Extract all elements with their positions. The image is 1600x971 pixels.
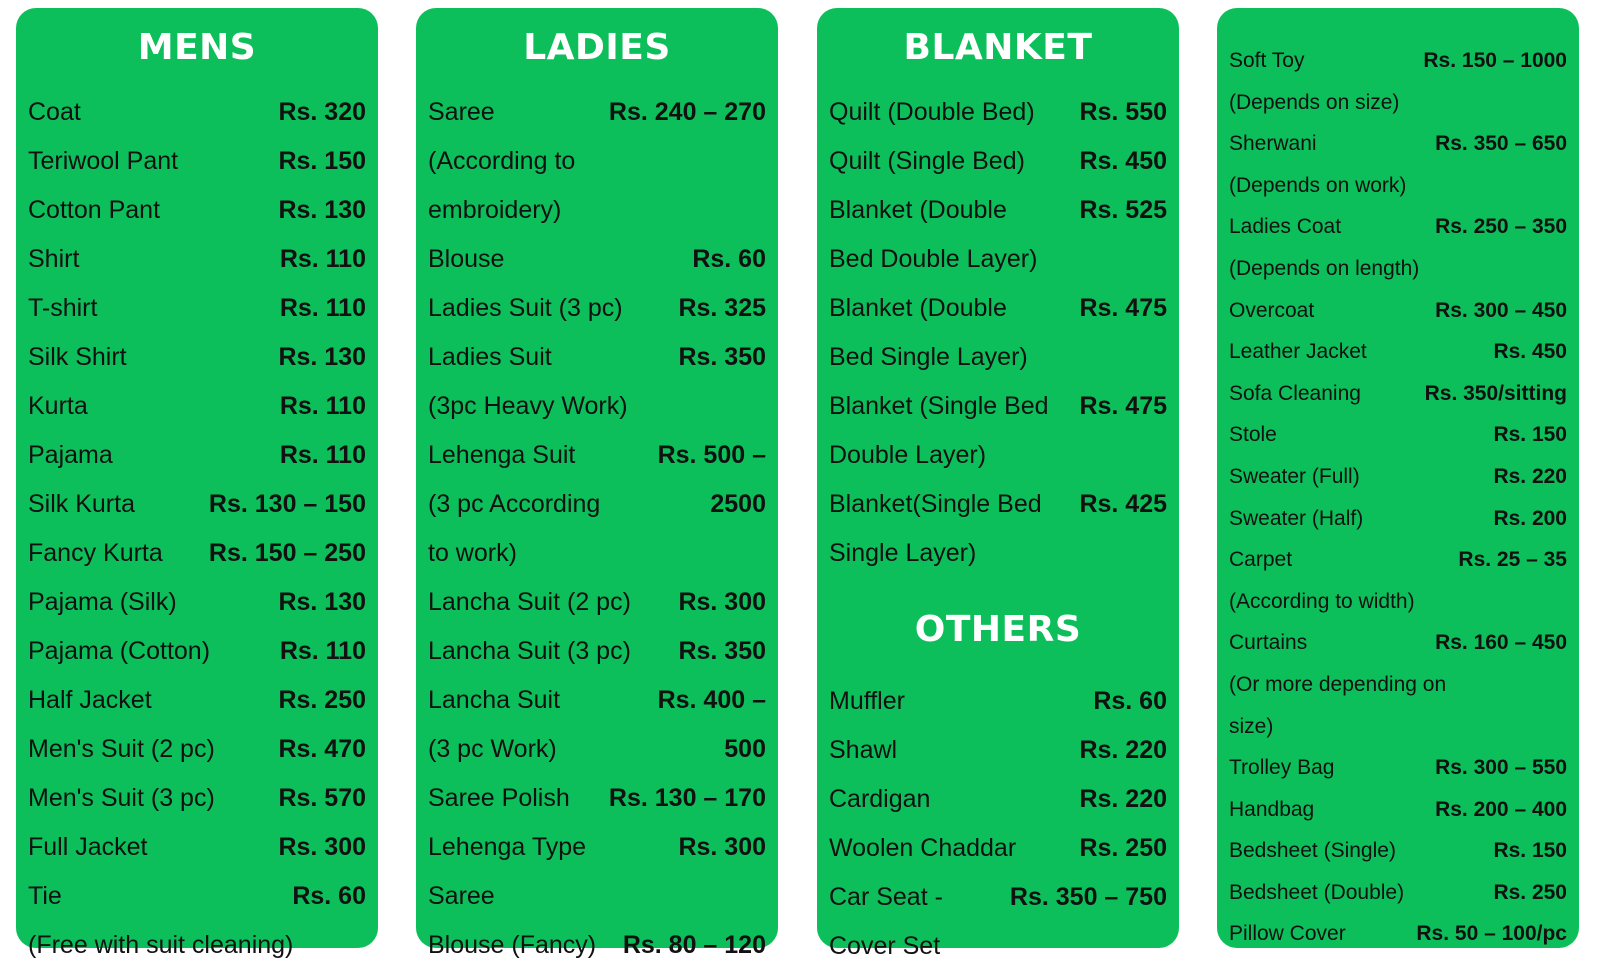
item-price: Rs. 300 – 550 — [1435, 756, 1567, 780]
item-price: Rs. 110 — [279, 637, 366, 665]
item-name: Sweater (Half) — [1229, 506, 1364, 530]
ladies-title: LADIES — [523, 27, 671, 68]
item-price: Rs. 200 — [1493, 506, 1567, 530]
item-name: Trolley Bag — [1229, 756, 1335, 780]
item-name: Silk Shirt — [28, 343, 127, 371]
ladies-row — [428, 529, 766, 578]
item-price: Rs. 130 — [278, 343, 366, 371]
others-row — [829, 726, 1167, 775]
item-name: Quilt (Double Bed) — [829, 98, 1035, 126]
item-price: Rs. 250 – 350 — [1435, 215, 1567, 239]
blanket-row — [829, 480, 1167, 529]
item-price: Rs. 450 — [1079, 147, 1167, 175]
item-name: Woolen Chaddar — [829, 834, 1017, 862]
item-price: Rs. 150 — [1493, 839, 1567, 863]
ladies-row — [428, 578, 766, 627]
item-name: Saree Polish — [428, 784, 570, 812]
mens-row — [28, 823, 366, 872]
ladies-card — [416, 8, 778, 959]
ladies-row — [428, 235, 766, 284]
item-name: Blanket (Double — [829, 294, 1007, 322]
item-name: Carpet — [1229, 548, 1293, 572]
item-name: Overcoat — [1229, 298, 1315, 322]
item-price: Rs. 400 – — [657, 686, 766, 714]
item-name: Sherwani — [1229, 132, 1317, 156]
item-name: Single Layer) — [829, 539, 977, 567]
item-name: (3 pc Work) — [428, 735, 557, 763]
others-row — [829, 824, 1167, 873]
item-name: Sweater (Full) — [1229, 464, 1360, 488]
item-price: Rs. 110 — [279, 392, 366, 420]
item-name: T-shirt — [28, 294, 98, 322]
misc-row — [1229, 830, 1567, 872]
item-name: Leather Jacket — [1229, 340, 1367, 364]
item-name: Car Seat - — [829, 883, 943, 911]
item-name: Lancha Suit (2 pc) — [428, 588, 631, 616]
misc-row — [1229, 331, 1567, 373]
item-price: Rs. 250 — [1493, 880, 1567, 904]
item-price: Rs. 240 – 270 — [608, 98, 766, 126]
blanket-row — [829, 88, 1167, 137]
item-name: (According to width) — [1229, 589, 1415, 613]
others-row — [829, 873, 1167, 922]
item-name: Coat — [28, 98, 81, 126]
mens-row — [28, 382, 366, 431]
mens-row — [28, 725, 366, 774]
ladies-row — [428, 480, 766, 529]
item-name: (Or more depending on — [1229, 672, 1447, 696]
blanket-row — [829, 431, 1167, 480]
item-name: Saree — [428, 882, 495, 910]
item-name: (3pc Heavy Work) — [428, 392, 628, 420]
mens-row — [28, 333, 366, 382]
item-name: Blouse (Fancy) — [428, 931, 597, 959]
item-price: Rs. 150 — [1493, 423, 1567, 447]
item-price: Rs. 110 — [279, 441, 366, 469]
item-price: Rs. 350 – 650 — [1435, 132, 1567, 156]
item-name: Saree — [428, 98, 495, 126]
item-name: Bed Double Layer) — [829, 245, 1038, 273]
mens-row — [28, 774, 366, 823]
item-price: Rs. 325 — [678, 294, 766, 322]
item-name: Blanket (Double — [829, 196, 1007, 224]
mens-row — [28, 872, 366, 921]
ladies-row — [428, 284, 766, 333]
item-price: Rs. 300 — [278, 833, 366, 861]
misc-row — [1229, 456, 1567, 498]
item-name: Shirt — [28, 245, 80, 273]
others-row — [829, 922, 1167, 971]
misc-row — [1229, 498, 1567, 540]
item-name: Cardigan — [829, 785, 931, 813]
item-price: Rs. 220 — [1493, 464, 1567, 488]
item-name: Bed Single Layer) — [829, 343, 1028, 371]
item-price: Rs. 250 — [278, 686, 366, 714]
mens-row — [28, 921, 366, 970]
item-name: Men's Suit (2 pc) — [28, 735, 215, 763]
item-price: Rs. 475 — [1079, 392, 1167, 420]
item-name: (Depends on length) — [1229, 256, 1420, 280]
ladies-row — [428, 872, 766, 921]
item-name: (Free with suit cleaning) — [28, 931, 294, 959]
item-price: Rs. 250 — [1079, 834, 1167, 862]
misc-row — [1229, 581, 1567, 623]
mens-row — [28, 186, 366, 235]
misc-row — [1229, 248, 1567, 290]
blanket-row — [829, 382, 1167, 431]
item-name: Pajama — [28, 441, 113, 469]
misc-row — [1229, 206, 1567, 248]
item-price: Rs. 110 — [279, 294, 366, 322]
ladies-row — [428, 774, 766, 823]
item-name: embroidery) — [428, 196, 562, 224]
mens-title: MENS — [137, 27, 257, 68]
mens-row — [28, 284, 366, 333]
mens-list — [28, 88, 366, 970]
item-name: Muffler — [829, 687, 905, 715]
ladies-row — [428, 921, 766, 970]
others-row — [829, 677, 1167, 726]
item-price: Rs. 60 — [292, 882, 366, 910]
ladies-row — [428, 627, 766, 676]
item-price: Rs. 220 — [1079, 736, 1167, 764]
item-price: Rs. 130 – 170 — [608, 784, 766, 812]
item-price: Rs. 160 – 450 — [1435, 631, 1567, 655]
item-name: Lancha Suit (3 pc) — [428, 637, 631, 665]
item-price: Rs. 300 – 450 — [1435, 298, 1567, 322]
item-price: Rs. 150 – 1000 — [1423, 49, 1567, 72]
item-name: Blouse — [428, 245, 505, 273]
mens-row — [28, 88, 366, 137]
item-name: Blanket (Single Bed — [829, 392, 1049, 420]
item-name: to work) — [428, 539, 517, 567]
mens-row — [28, 529, 366, 578]
blanket-row — [829, 137, 1167, 186]
item-name: Quilt (Single Bed) — [829, 147, 1025, 175]
ladies-row — [428, 725, 766, 774]
ladies-list — [428, 88, 766, 970]
item-price: Rs. 300 — [678, 833, 766, 861]
item-price: Rs. 475 — [1079, 294, 1167, 322]
ladies-row — [428, 137, 766, 186]
item-name: Fancy Kurta — [28, 539, 163, 567]
item-price: Rs. 470 — [278, 735, 366, 763]
item-name: Ladies Coat — [1229, 215, 1342, 239]
item-price: Rs. 25 – 35 — [1458, 548, 1567, 572]
item-name: Cover Set — [829, 932, 941, 960]
item-name: Ladies Suit (3 pc) — [428, 294, 623, 322]
mens-row — [28, 676, 366, 725]
item-name: Ladies Suit — [428, 343, 552, 371]
mens-row — [28, 137, 366, 186]
misc-list — [1229, 40, 1567, 955]
item-price: Rs. 130 – 150 — [208, 490, 366, 518]
item-name: Curtains — [1229, 631, 1308, 655]
misc-card — [1217, 8, 1579, 948]
item-name: Double Layer) — [829, 441, 987, 469]
others-list — [829, 677, 1167, 971]
item-price: Rs. 350 — [678, 637, 766, 665]
blanket-list — [829, 88, 1167, 578]
item-price: Rs. 60 — [692, 245, 766, 273]
item-name: Lehenga Suit — [428, 441, 576, 469]
item-name: Half Jacket — [28, 686, 152, 714]
item-price: Rs. 320 — [278, 98, 366, 126]
misc-row — [1229, 789, 1567, 831]
item-name: Tie — [28, 882, 62, 910]
item-price: Rs. 300 — [678, 588, 766, 616]
item-name: Bedsheet (Double) — [1229, 880, 1405, 904]
item-name: Teriwool Pant — [28, 147, 179, 175]
misc-row — [1229, 664, 1567, 706]
item-price: Rs. 200 – 400 — [1435, 797, 1567, 821]
blanket-card — [817, 8, 1179, 960]
misc-row — [1229, 290, 1567, 332]
misc-row — [1229, 872, 1567, 914]
item-name: Bedsheet (Single) — [1229, 839, 1396, 863]
blanket-row — [829, 333, 1167, 382]
misc-row — [1229, 539, 1567, 581]
item-name: Shawl — [829, 736, 898, 764]
item-name: Cotton Pant — [28, 196, 161, 224]
item-name: (Depends on work) — [1229, 173, 1407, 197]
item-price: Rs. 50 – 100/pc — [1416, 922, 1567, 946]
item-name: Lehenga Type — [428, 833, 587, 861]
item-name: Handbag — [1229, 797, 1315, 821]
ladies-row — [428, 431, 766, 480]
item-name: Sofa Cleaning — [1229, 381, 1361, 405]
item-price: Rs. 525 — [1079, 196, 1167, 224]
mens-row — [28, 627, 366, 676]
blanket-row — [829, 186, 1167, 235]
item-price: Rs. 80 – 120 — [622, 931, 766, 959]
item-price: Rs. 350/sitting — [1424, 381, 1567, 405]
item-price: Rs. 150 – 250 — [208, 539, 366, 567]
ladies-row — [428, 382, 766, 431]
item-name: Kurta — [28, 392, 88, 420]
item-price: Rs. 550 — [1079, 98, 1167, 126]
mens-row — [28, 480, 366, 529]
item-price: Rs. 570 — [278, 784, 366, 812]
item-price: Rs. 350 – 750 — [1009, 883, 1167, 911]
item-name: Soft Toy — [1229, 49, 1305, 72]
item-name: Stole — [1229, 423, 1277, 447]
misc-row — [1229, 165, 1567, 207]
misc-row — [1229, 373, 1567, 415]
item-name: Pajama (Silk) — [28, 588, 177, 616]
item-price: Rs. 60 — [1093, 687, 1167, 715]
item-name: Men's Suit (3 pc) — [28, 784, 215, 812]
item-price: Rs. 450 — [1493, 340, 1567, 364]
others-row — [829, 775, 1167, 824]
item-name: (3 pc According — [428, 490, 601, 518]
misc-row — [1229, 622, 1567, 664]
item-name: (Depends on size) — [1229, 90, 1400, 114]
item-price: Rs. 130 — [278, 196, 366, 224]
ladies-row — [428, 333, 766, 382]
mens-row — [28, 431, 366, 480]
item-price: Rs. 500 – — [657, 441, 766, 469]
item-price: Rs. 150 — [278, 147, 366, 175]
item-name: Silk Kurta — [28, 490, 135, 518]
item-name: Blanket(Single Bed — [829, 490, 1042, 518]
blanket-row — [829, 284, 1167, 333]
item-name: Pillow Cover — [1229, 922, 1346, 946]
blanket-row — [829, 235, 1167, 284]
ladies-row — [428, 88, 766, 137]
ladies-row — [428, 676, 766, 725]
misc-row — [1229, 913, 1567, 955]
misc-row — [1229, 123, 1567, 165]
misc-row — [1229, 40, 1567, 82]
item-price: Rs. 110 — [279, 245, 366, 273]
item-name: Pajama (Cotton) — [28, 637, 211, 665]
item-name: size) — [1229, 714, 1274, 738]
ladies-row — [428, 186, 766, 235]
mens-row — [28, 578, 366, 627]
misc-row — [1229, 747, 1567, 789]
misc-row — [1229, 706, 1567, 748]
item-price: Rs. 425 — [1079, 490, 1167, 518]
item-name: Lancha Suit — [428, 686, 561, 714]
blanket-title: BLANKET — [903, 27, 1093, 68]
mens-card — [16, 8, 378, 959]
misc-row — [1229, 414, 1567, 456]
ladies-row — [428, 823, 766, 872]
item-price: 500 — [724, 735, 766, 763]
blanket-row — [829, 529, 1167, 578]
item-price: Rs. 220 — [1079, 785, 1167, 813]
mens-row — [28, 235, 366, 284]
others-title: OTHERS — [914, 609, 1082, 650]
misc-row — [1229, 82, 1567, 124]
item-price: 2500 — [710, 490, 766, 518]
item-price: Rs. 350 — [678, 343, 766, 371]
item-name: Full Jacket — [28, 833, 148, 861]
item-price: Rs. 130 — [278, 588, 366, 616]
item-name: (According to — [428, 147, 576, 175]
